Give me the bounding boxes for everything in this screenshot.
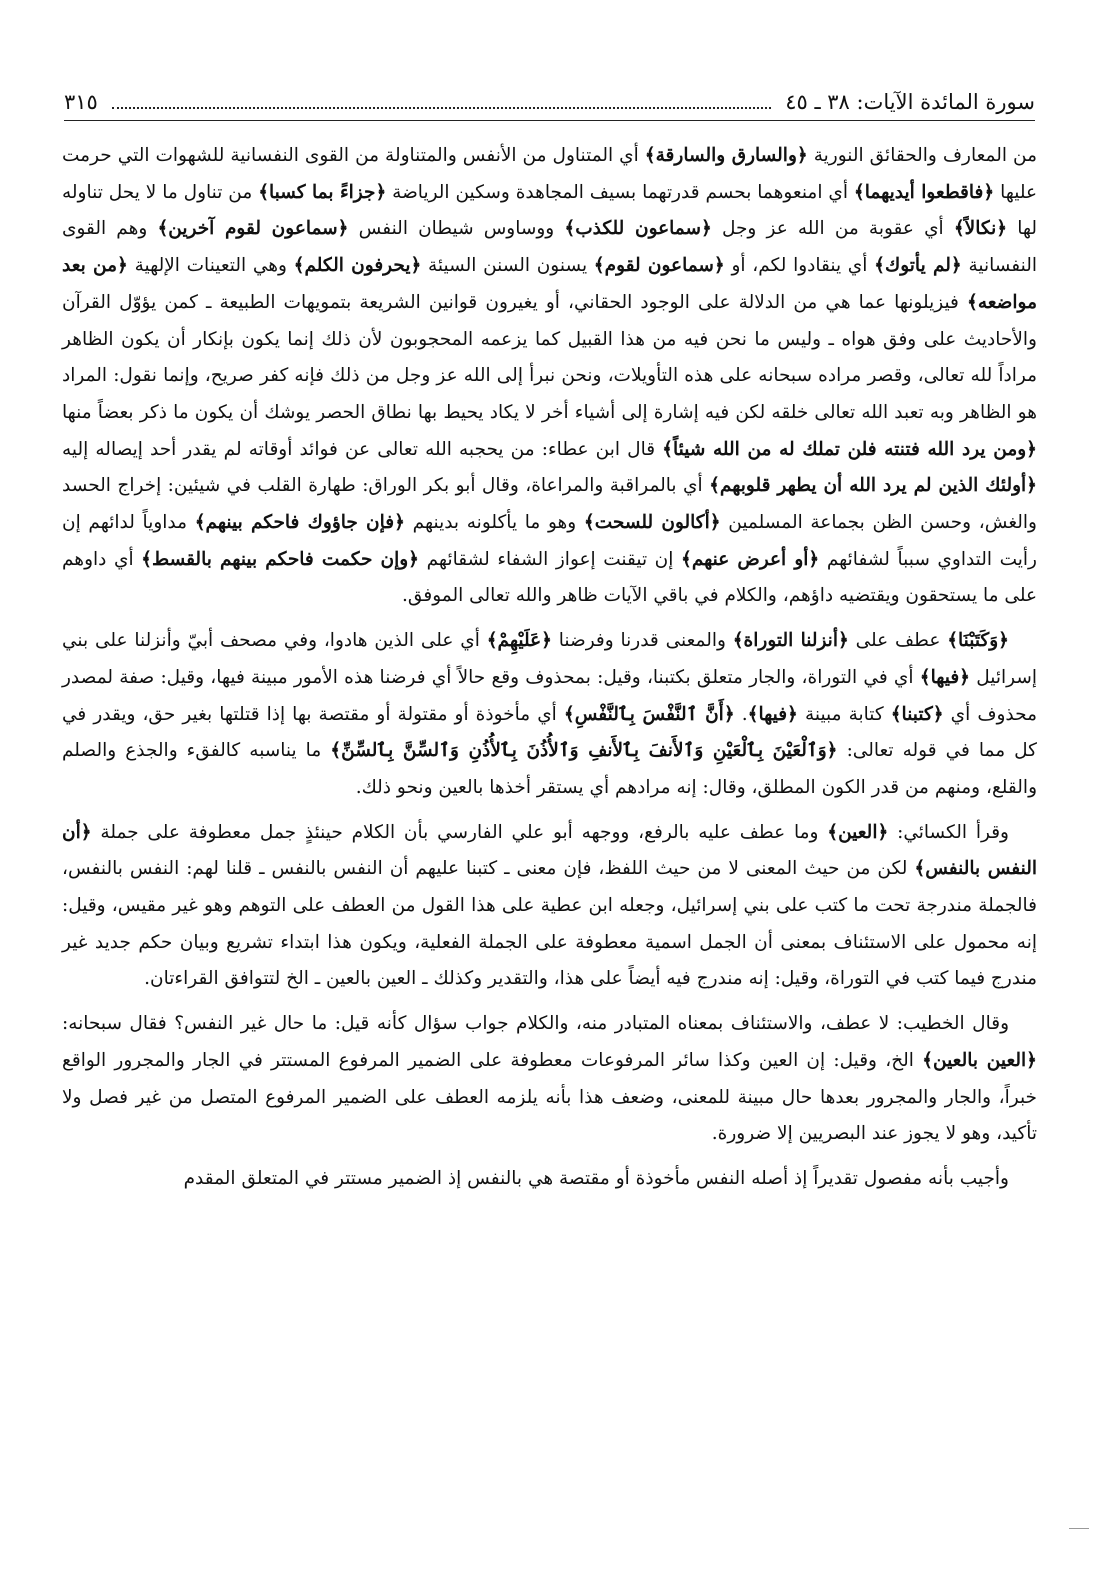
text-run: والمعنى قدرنا وفرضنا: [551, 630, 733, 652]
text-run: أي مأخوذة أو مقتولة أو مقتصة بها إذا قتلتها بغير حق، ويقدر في كل مما في قوله تعالى:: [62, 703, 1037, 762]
paragraph: [62, 1006, 1037, 1153]
quran-quote: ﴿لم يأتوك﴾: [874, 255, 962, 277]
text-run: وهي التعينات الإلهية: [127, 255, 294, 277]
quran-quote: ﴿فيها﴾: [747, 703, 798, 725]
text-run: أي داوهم على ما يستحقون ويقتضيه داؤهم، والكلام في باقي الآيات ظاهر والله تعالى الموفق.: [62, 548, 1037, 607]
text-run: عطف على: [848, 630, 948, 652]
quran-quote: ﴿يحرفون الكلم﴾: [293, 255, 422, 277]
text-run: أي عقوبة من الله عز وجل: [711, 218, 954, 240]
text-run: أي بالمراقبة والمراعاة، وقال أبو بكر الوراق: طهارة القلب في شيئين: إخراج الحسد والغش، وحسن الظن بجماعة المسلمين: [62, 475, 1037, 534]
text-run: قال ابن عطاء: من يحجبه الله تعالى عن فوائد أوقاته لم يقدر أحد إيصاله إليه: [62, 438, 663, 460]
quran-quote: ﴿فيها﴾: [919, 666, 971, 688]
quran-quote: ﴿أَنَّ ٱلنَّفْسَ بِٱلنَّفْسِ﴾: [563, 703, 735, 725]
quran-quote: ﴿أنزلنا التوراة﴾: [732, 630, 849, 652]
text-run: وهم القوى النفسانية: [62, 218, 1037, 277]
dotted-leader: [112, 107, 771, 109]
text-run: وما عطف عليه بالرفع، ووجهه أبو علي الفارسي بأن الكلام حينئذٍ جمل معطوفة على جملة: [91, 821, 828, 843]
text-run: .: [734, 703, 748, 725]
quran-quote: ﴿وَٱلْعَيْنَ بِٱلْعَيْنِ وَٱلأَنفَ بِٱلأَنفِ وَٱلأُذُنَ بِٱلأُذُنِ وَٱلسِّنَّ بِٱلسِّنِّ﴾: [330, 740, 838, 762]
quran-quote: ﴿العين بالعين﴾: [922, 1049, 1038, 1071]
quran-quote: ﴿كتبنا﴾: [890, 703, 944, 725]
margin-mark: [1069, 1528, 1089, 1529]
quran-quote: ﴿نكالاً﴾: [953, 218, 1008, 240]
text-run: وأجيب بأنه مفصول تقديراً إذ أصله النفس مأخوذة أو مقتصة هي بالنفس إذ الضمير مستتر في المتعلق المقدم: [183, 1167, 1009, 1189]
paragraph: [62, 138, 1037, 615]
text-run: وقرأ الكسائي:: [888, 821, 1009, 843]
text-run: أي ينقادوا لكم، أو: [724, 255, 875, 277]
quran-quote: ﴿فإن جاؤوك فاحكم بينهم﴾: [194, 512, 405, 534]
text-run: من تناول ما لا يحل تناوله لها: [62, 181, 1037, 240]
text-run: يسنون السنن السيئة: [421, 255, 594, 277]
paragraph: [62, 1161, 1037, 1198]
quran-quote: ﴿من بعد مواضعه﴾: [62, 255, 1037, 313]
text-run: أي في التوراة، والجار متعلق بكتبنا، وقيل: بمحذوف وقع حالاً أي فرضنا هذه الأمور مبينة فيها، وقيل: صفة لمصدر محذوف أي: [62, 666, 1037, 725]
running-header: [64, 86, 1035, 118]
text-run: أي المتناول من الأنفس والمتناولة من القوى النفسانية للشهوات التي حرمت عليها: [62, 145, 1037, 203]
text-run: ووساوس شيطان النفس: [348, 218, 565, 240]
page-number: ٣١٥: [64, 90, 98, 114]
text-run: أي على الذين هادوا، وفي مصحف أبيّ وأنزلنا على بني إسرائيل: [62, 630, 1037, 688]
quran-quote: ﴿والسارق والسارقة﴾: [644, 145, 808, 166]
text-run: الخ، وقيل: إن العين وكذا سائر المرفوعات معطوفة على الضمير المرفوع المستتر في الجار والمجرور الواقع خبراً، والجار والمجرور بعدها حال مبينة للمعنى، وضعف هذا بأنه يلزمه العطف على الضمير المرفوع المتصل من غير فصل ولا تأكيد، وهو لا يجوز عند البصريين إلا ضرورة.: [62, 1049, 1037, 1145]
text-run: ما يناسبه كالفقء والجذع والصلم والقلع، ومنهم من قدر الكون المطلق، وقال: إنه مرادهم أي يستقر أخذها بالعين ونحو ذلك.: [62, 740, 1037, 798]
quran-quote: ﴿عَلَيْهِمْ﴾: [486, 630, 552, 652]
quran-quote: ﴿ومن يرد الله فتنته فلن تملك له من الله شيئاً﴾: [662, 438, 1038, 460]
text-run: لكن من حيث المعنى لا من حيث اللفظ، فإن معنى ـ كتبنا عليهم أن النفس بالنفس ـ قلنا لهم: النفس بالنفس، فالجملة مندرجة تحت ما كتب على بني إسرائيل، وجعله ابن عطية على هذا القول من العطف على التوهم وهو غير مقيس، وقيل: إنه محمول على الاستئناف بمعنى أن الجمل اسمية معطوفة على الجملة الفعلية، ويكون هذا ابتداء تشريع وبيان حكم جديد غير مندرج فيما كتب في التوراة، وقيل: إنه مندرج فيه أيضاً على هذا، والتقدير وكذلك ـ العين بالعين ـ الخ لتتوافق القراءتان.: [62, 858, 1037, 990]
paragraph: [62, 623, 1037, 807]
quran-quote: ﴿وإن حكمت فاحكم بينهم بالقسط﴾: [141, 548, 420, 570]
quran-quote: ﴿أن النفس بالنفس﴾: [62, 821, 1037, 880]
quran-quote: ﴿أولئك الذين لم يرد الله أن يطهر قلوبهم﴾: [709, 475, 1037, 497]
text-run: أي امنعوهما بحسم قدرتهما بسيف المجاهدة وسكين الرياضة: [386, 181, 854, 203]
paragraph: [62, 815, 1037, 999]
quran-quote: ﴿سماعون لقوم﴾: [593, 255, 725, 277]
quran-quote: ﴿سماعون للكذب﴾: [564, 218, 712, 240]
text-run: وقال الخطيب: لا عطف، والاستئناف بمعناه المتبادر منه، والكلام جواب سؤال كأنه قيل: ما حال غير النفس؟ فقال سبحانه:: [62, 1013, 1009, 1035]
header-rule: [64, 120, 1035, 121]
quran-quote: ﴿أكالون للسحت﴾: [583, 512, 721, 534]
tafsir-body-text: [62, 138, 1037, 1198]
quran-quote: ﴿وَكَتَبْنَا﴾: [947, 630, 1010, 652]
quran-quote: ﴿فاقطعوا أيديهما﴾: [853, 181, 995, 203]
quran-quote: ﴿العين﴾: [827, 821, 889, 843]
text-run: كتابة مبينة: [797, 703, 891, 725]
quran-quote: ﴿أو أعرض عنهم﴾: [680, 548, 820, 570]
surah-header-title: سورة المائدة الآيات: ٣٨ ـ ٤٥: [785, 90, 1035, 114]
text-run: فيزيلونها عما هي من الدلالة على الوجود الحقاني، أو يغيرون قوانين الشريعة بتمويهات الطبيعة ـ كمن يؤوّل القرآن والأحاديث على وفق هواه ـ وليس ما نحن فيه من هذا القبيل كما يزعمه المحجوبون لأن ذلك إنما يكون بإنكار أن يكون الظاهر مراداً لله تعالى، وقصر مراده سبحانه على هذه التأويلات، ونحن نبرأ إلى الله عز وجل من ذلك فإنه كفر صريح، وإنما نقول: المراد هو الظاهر وبه تعبد الله تعالى خلقه لكن فيه إشارة إلى أشياء أخر لا يكاد يحيط بها نطاق الحصر يوشك أن يكون ما ذكر بعضاً منها: [62, 291, 1037, 423]
text-run: إن تيقنت إعواز الشفاء لشقائهم: [419, 548, 681, 570]
text-run: وهو ما يأكلونه بدينهم: [404, 512, 584, 534]
quran-quote: ﴿سماعون لقوم آخرين﴾: [157, 218, 349, 240]
quran-quote: ﴿جزاءً بما كسبا﴾: [258, 181, 387, 203]
text-run: مداوياً لدائهم إن رأيت التداوي سبباً لشفائهم: [62, 512, 1037, 570]
text-run: من المعارف والحقائق النورية: [807, 145, 1037, 166]
